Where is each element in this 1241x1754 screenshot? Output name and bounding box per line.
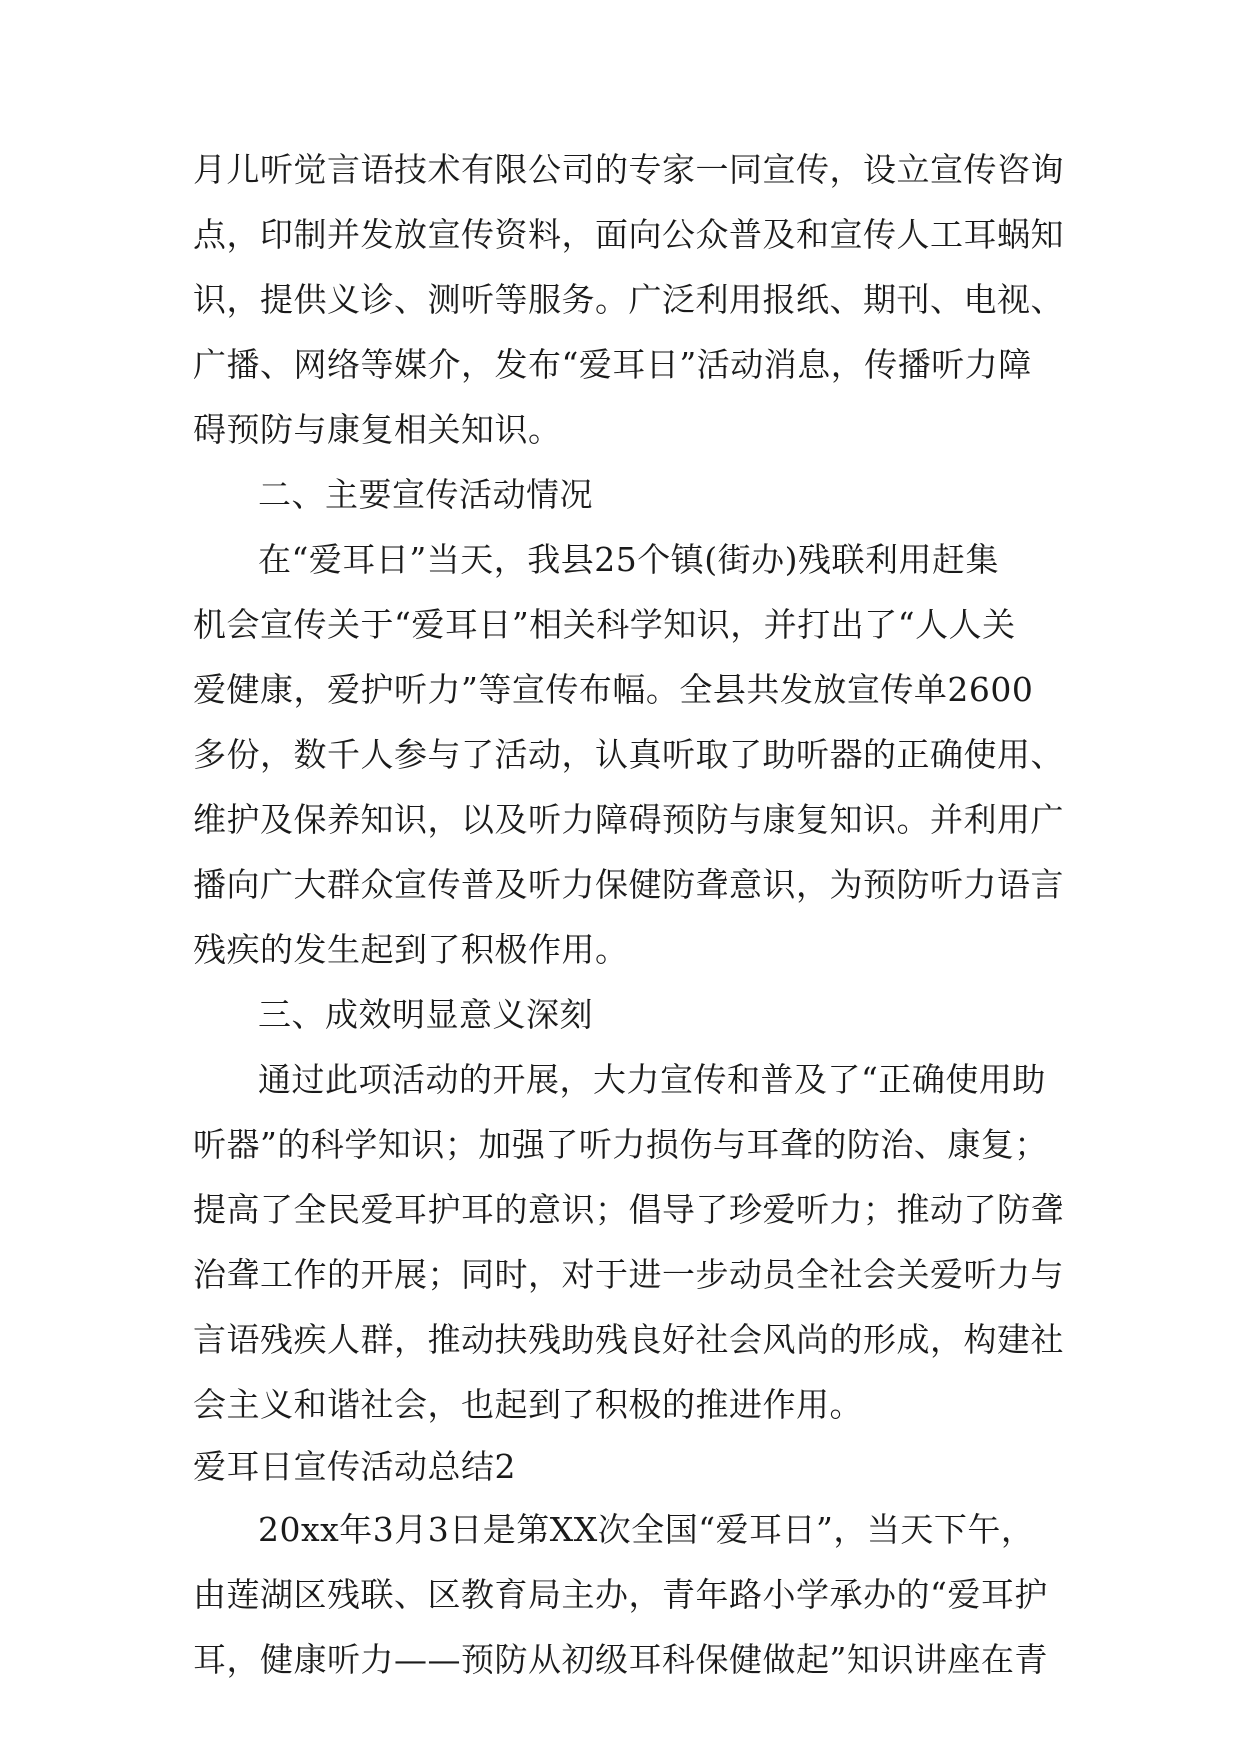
section-heading: 二、主要宣传活动情况 bbox=[258, 475, 593, 514]
body-line: 通过此项活动的开展，大力宣传和普及了“正确使用助 bbox=[258, 1060, 1046, 1099]
body-line: 耳，健康听力——预防从初级耳科保健做起”知识讲座在青 bbox=[193, 1640, 1048, 1679]
body-line: 碍预防与康复相关知识。 bbox=[193, 410, 562, 449]
body-line: 会主义和谐社会，也起到了积极的推进作用。 bbox=[193, 1385, 863, 1424]
body-line: 点，印制并发放宣传资料，面向公众普及和宣传人工耳蜗知 bbox=[193, 215, 1064, 254]
body-line: 爱健康，爱护听力”等宣传布幅。全县共发放宣传单2600 bbox=[193, 670, 1034, 709]
body-line: 广播、网络等媒介，发布“爱耳日”活动消息，传播听力障 bbox=[193, 345, 1032, 384]
body-line: 听器”的科学知识；加强了听力损伤与耳聋的防治、康复； bbox=[193, 1125, 1048, 1164]
body-line: 由莲湖区残联、区教育局主办，青年路小学承办的“爱耳护 bbox=[193, 1575, 1048, 1614]
body-line: 20xx年3月3日是第XX次全国“爱耳日”，当天下午， bbox=[258, 1510, 1035, 1549]
body-line: 机会宣传关于“爱耳日”相关科学知识，并打出了“人人关 bbox=[193, 605, 1016, 644]
body-line: 多份，数千人参与了活动，认真听取了助听器的正确使用、 bbox=[193, 735, 1064, 774]
body-line: 月儿听觉言语技术有限公司的专家一同宣传，设立宣传咨询 bbox=[193, 150, 1064, 189]
body-line: 残疾的发生起到了积极作用。 bbox=[193, 930, 629, 969]
body-line: 治聋工作的开展；同时，对于进一步动员全社会关爱听力与 bbox=[193, 1255, 1064, 1294]
section-heading: 三、成效明显意义深刻 bbox=[258, 995, 593, 1034]
body-line: 言语残疾人群，推动扶残助残良好社会风尚的形成，构建社 bbox=[193, 1320, 1064, 1359]
body-line: 维护及保养知识，以及听力障碍预防与康复知识。并利用广 bbox=[193, 800, 1064, 839]
body-line: 提高了全民爱耳护耳的意识；倡导了珍爱听力；推动了防聋 bbox=[193, 1190, 1064, 1229]
body-line: 在“爱耳日”当天，我县25个镇(街办)残联利用赶集 bbox=[258, 540, 999, 579]
document-title: 爱耳日宣传活动总结2 bbox=[193, 1447, 516, 1486]
body-line: 播向广大群众宣传普及听力保健防聋意识，为预防听力语言 bbox=[193, 865, 1064, 904]
body-line: 识，提供义诊、测听等服务。广泛利用报纸、期刊、电视、 bbox=[193, 280, 1064, 319]
